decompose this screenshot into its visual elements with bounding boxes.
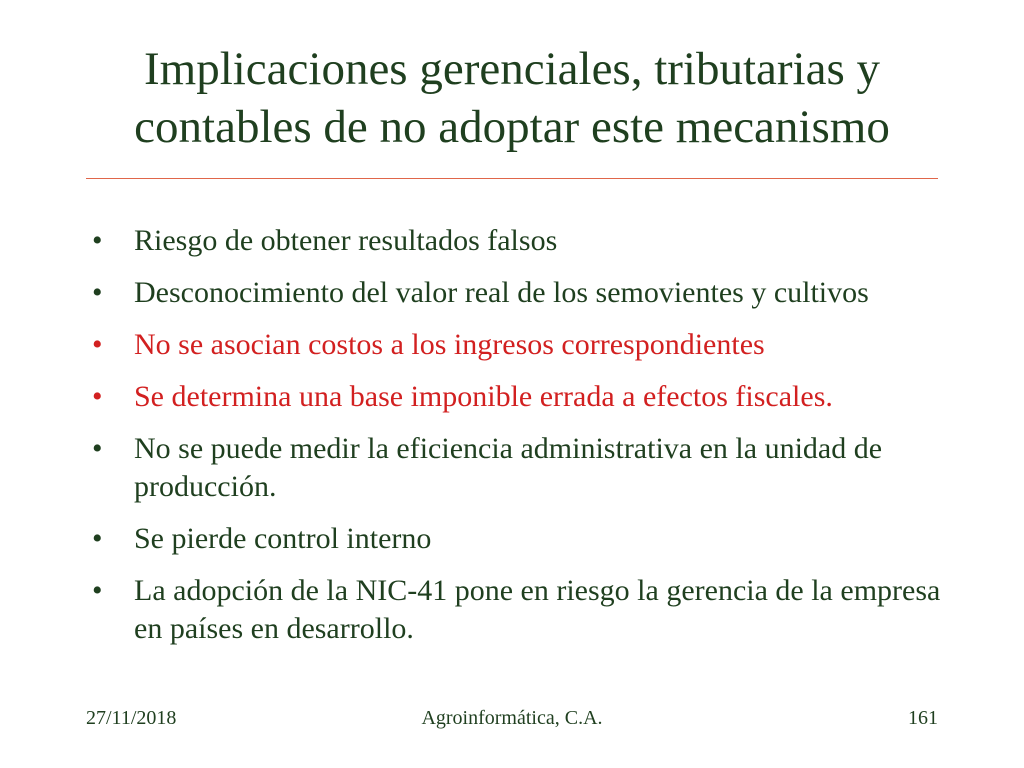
bullet-item-3 (92, 326, 972, 364)
title-line-2: contables de no adoptar este mecanismo (134, 101, 890, 153)
bullet-dot-icon: • (92, 224, 103, 257)
bullet-text: No se asocian costos a los ingresos correspondientes (134, 328, 765, 361)
bullet-item-4 (92, 378, 972, 416)
bullet-dot-icon: • (92, 432, 103, 465)
bullet-text: Se determina una base imponible errada a efectos fiscales. (134, 380, 833, 413)
slide-title (60, 40, 964, 156)
bullet-dot-icon: • (92, 574, 103, 607)
bullet-dot-icon: • (92, 328, 103, 361)
footer-date: 27/11/2018 (86, 707, 177, 729)
bullet-item-1 (92, 222, 972, 260)
bullet-dot-icon: • (92, 522, 103, 555)
bullet-text: La adopción de la NIC-41 pone en riesgo la gerencia de la empresa en países en desarrollo. (134, 574, 941, 645)
bullet-text: Desconocimiento del valor real de los semovientes y cultivos (134, 276, 869, 309)
bullet-text: No se puede medir la eficiencia administrativa en la unidad de producción. (134, 432, 883, 503)
bullet-item-5 (92, 430, 972, 506)
bullet-item-7 (92, 572, 972, 648)
bullet-text: Se pierde control interno (134, 522, 432, 555)
title-divider (86, 178, 938, 179)
footer-page-number: 161 (908, 707, 938, 729)
bullet-item-2 (92, 274, 972, 312)
bullet-item-6 (92, 520, 972, 558)
bullet-text: Riesgo de obtener resultados falsos (134, 224, 558, 257)
title-line-1: Implicaciones gerenciales, tributarias y (143, 43, 881, 95)
bullet-dot-icon: • (92, 276, 103, 309)
footer-company: Agroinformática, C.A. (421, 707, 603, 729)
bullet-dot-icon: • (92, 380, 103, 413)
bullet-list (92, 222, 972, 662)
